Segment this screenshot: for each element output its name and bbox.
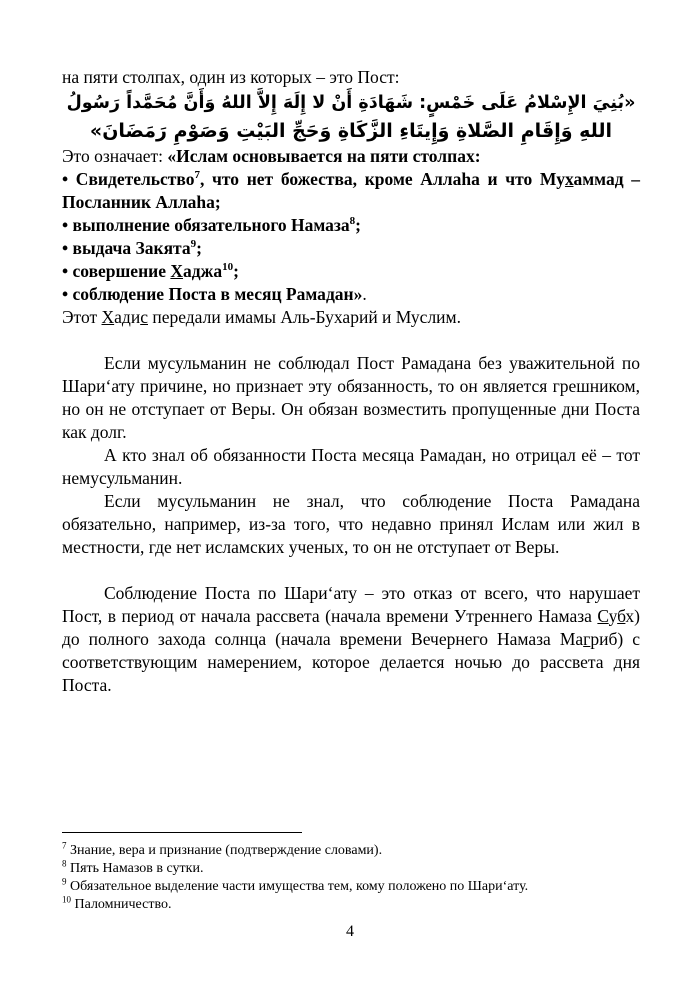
- paragraph-ignorant: Если мусульманин не знал, что соблюдение Поста Рамадана обязательно, например, из-за того, что недавно принял Ислам или жил в местности, где нет исламских ученых, то он не отступает от Веры.: [62, 491, 640, 557]
- footnote-number: 7: [62, 840, 67, 851]
- intro-line: на пяти столпах, один из которых – это Пост:: [62, 67, 400, 87]
- footnote-9: [62, 878, 640, 896]
- pillar-zakat-text: • выдача Закята: [62, 238, 191, 258]
- footnote-ref-10: 10: [222, 261, 234, 274]
- page-body: [62, 66, 640, 697]
- pillar-hajj-text: • совершение: [62, 261, 171, 281]
- pillar-fasting-text: д: [325, 284, 335, 304]
- hadith-source-text: Х: [101, 307, 115, 327]
- pillar-namaz-text: ;: [355, 215, 361, 235]
- footnote-ref-9: 9: [190, 238, 197, 251]
- hadith-source-text: передали имамы Аль-Бухарий и Муслим.: [147, 307, 461, 327]
- arabic-hadith-line-1: «بُنِيَ الإِسْلامُ عَلَى خَمْسٍ: شَهَادَةِ أَنْ لا إِلَهَ إِلاَّ اللهُ وَأَنَّ مُحَمَّداً رَسُولُ: [66, 93, 636, 113]
- footnote-number: 8: [62, 858, 67, 869]
- pillar-fasting: [62, 283, 640, 306]
- meaning-line: [62, 145, 640, 168]
- footnote-text: Обязательное выделение части имущества тем, кому положено по Шари‘ату.: [66, 879, 529, 894]
- footnote-number: 10: [62, 894, 71, 905]
- page-number: 4: [346, 923, 354, 940]
- pillar-hajj-text: ;: [233, 261, 239, 281]
- footnote-7: [62, 842, 640, 860]
- pillar-hajj: [62, 260, 640, 283]
- pillar-shahada-text: аммад – Посланник Аллаhа;: [62, 169, 640, 212]
- pillar-hajj-text: аджа: [183, 261, 223, 281]
- footnote-text: Паломничество.: [71, 897, 172, 912]
- pillar-hajj-text: Х: [170, 261, 184, 281]
- pillar-shahada-text: х: [564, 169, 574, 189]
- footnote-number: 9: [62, 876, 67, 887]
- footnote-ref-8: 8: [349, 215, 356, 228]
- definition-text: С: [597, 606, 609, 626]
- pillar-fasting-text: .: [362, 284, 367, 304]
- definition-text: у: [608, 606, 618, 626]
- definition-text: риб) с соответствующим намерением, которое делается ночью до рассвета дня Поста.: [62, 629, 640, 695]
- meaning-prefix: Это означает:: [62, 146, 168, 166]
- footnote-separator: [62, 832, 302, 833]
- pillar-zakat: [62, 237, 640, 260]
- definition-text: б: [617, 606, 626, 626]
- pillar-zakat-text: ;: [196, 238, 202, 258]
- pillar-namaz: [62, 214, 640, 237]
- pillar-namaz-text: • выполнение обязательного Намаза: [62, 215, 350, 235]
- paragraph-sinner: Если мусульманин не соблюдал Пост Рамадана без уважительной по Шари‘ату причине, но признает эту обязанность, то он является грешником, но он не отступает от Веры. Он обязан возместить пропущенные дни Поста как долг.: [62, 353, 640, 442]
- pillar-shahada-text: • Свидетельство: [62, 169, 195, 189]
- spacer: [62, 329, 640, 352]
- pillar-fasting-text: • соблюдение Поста в месяц Рама: [62, 284, 326, 304]
- pillar-shahada-text: , что нет божества, кроме Аллаhа и что Му: [199, 169, 565, 189]
- footnote-text: Знание, вера и признание (подтверждение словами).: [66, 843, 383, 858]
- footnote-text: Пять Намазов в сутки.: [66, 861, 204, 876]
- hadith-source-line: [62, 306, 640, 329]
- hadith-source-text: с: [140, 307, 148, 327]
- spacer: [62, 559, 640, 582]
- footnote-8: [62, 860, 640, 878]
- footnote-ref-7: 7: [194, 169, 200, 182]
- definition-text: х) до полного захода солнца (начала времени Вечернего Намаза Ма: [62, 606, 640, 649]
- arabic-hadith-line-2: اللهِ وَإِقَامِ الصَّلاةِ وَإِيتَاءِ الزَّكَاةِ وَحَجِّ البَيْتِ وَصَوْمِ رَمَضَانَ»: [89, 120, 613, 142]
- hadith-source-text: ади: [114, 307, 141, 327]
- meaning-quote: «Ислам основывается на пяти столпах:: [167, 146, 481, 166]
- pillar-shahada: [62, 168, 640, 214]
- paragraph-definition: [62, 582, 640, 697]
- footnote-10: [62, 896, 640, 914]
- hadith-source-text: Этот: [62, 307, 102, 327]
- definition-text: г: [583, 629, 591, 649]
- pillar-fasting-text: ан»: [334, 284, 363, 304]
- footnotes: [62, 842, 640, 914]
- definition-text: Соблюдение Поста по Шари‘ату – это отказ от всего, что нарушает Пост, в период от начала рассвета (начала времени Утреннего Намаза: [62, 583, 640, 626]
- paragraph-denier: А кто знал об обязанности Поста месяца Рамадан, но отрицал её – тот немусульманин.: [62, 445, 640, 488]
